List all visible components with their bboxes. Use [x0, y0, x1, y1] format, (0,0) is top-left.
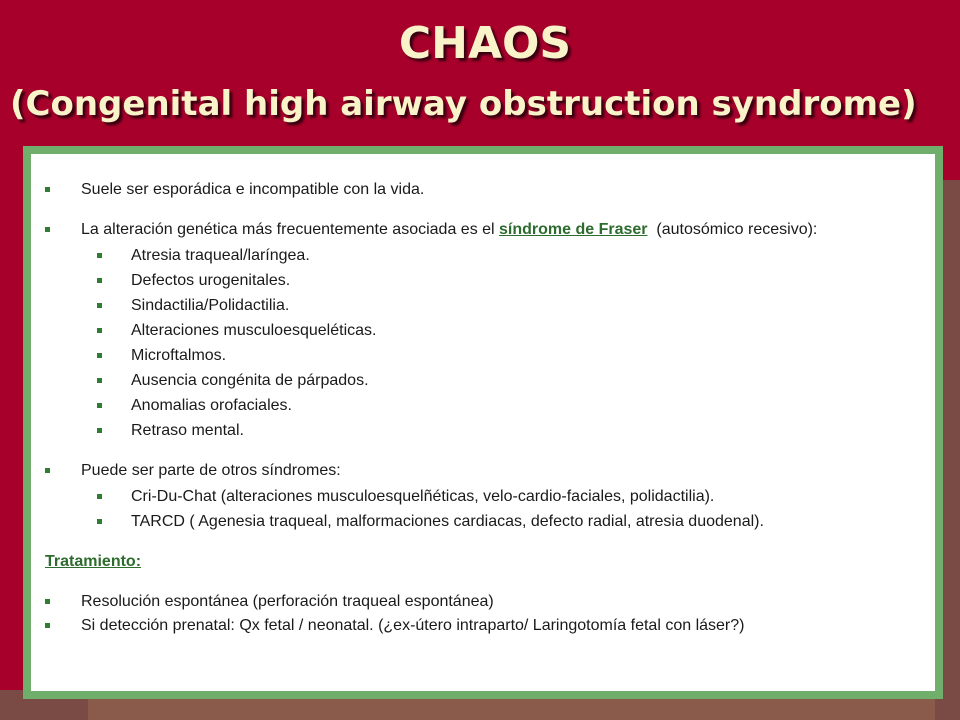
bullet-other-syndromes: Puede ser parte de otros síndromes:	[45, 461, 927, 481]
other-syndrome-item: TARCD ( Agenesia traqueal, malformaciones cardiacas, defecto radial, atresia duodenal).	[45, 512, 927, 532]
fraser-item: Ausencia congénita de párpados.	[45, 371, 927, 391]
slide-title: CHAOS	[398, 18, 572, 69]
treatment-item: Resolución espontánea (perforación traqueal espontánea)	[45, 592, 927, 612]
treatment-item: Si detección prenatal: Qx fetal / neonatal. (¿ex-útero intraparto/ Laringotomía fetal con láser?)	[45, 616, 927, 636]
bullet-genetic-suffix: (autosómico recesivo):	[647, 221, 818, 238]
bullet-sporadic: Suele ser esporádica e incompatible con la vida.	[45, 180, 927, 200]
content-panel	[23, 146, 943, 699]
fraser-item: Atresia traqueal/laríngea.	[45, 246, 927, 266]
slide-subtitle: (Congenital high airway obstruction syndrome)	[10, 84, 917, 124]
fraser-syndrome-link[interactable]: síndrome de Fraser	[499, 221, 648, 238]
fraser-item: Sindactilia/Polidactilia.	[45, 296, 927, 316]
content-panel-inner	[31, 154, 935, 691]
other-syndrome-item: Cri-Du-Chat (alteraciones musculoesquelñéticas, velo-cardio-faciales, polidactilia).	[45, 487, 927, 507]
bullet-genetic	[45, 220, 927, 240]
fraser-item: Retraso mental.	[45, 421, 927, 441]
fraser-item: Microftalmos.	[45, 346, 927, 366]
fraser-item: Anomalias orofaciales.	[45, 396, 927, 416]
fraser-item: Alteraciones musculoesqueléticas.	[45, 321, 927, 341]
fraser-item: Defectos urogenitales.	[45, 271, 927, 291]
treatment-heading: Tratamiento:	[45, 553, 142, 570]
bullet-genetic-text: La alteración genética más frecuentemente asociada es el	[81, 221, 500, 238]
